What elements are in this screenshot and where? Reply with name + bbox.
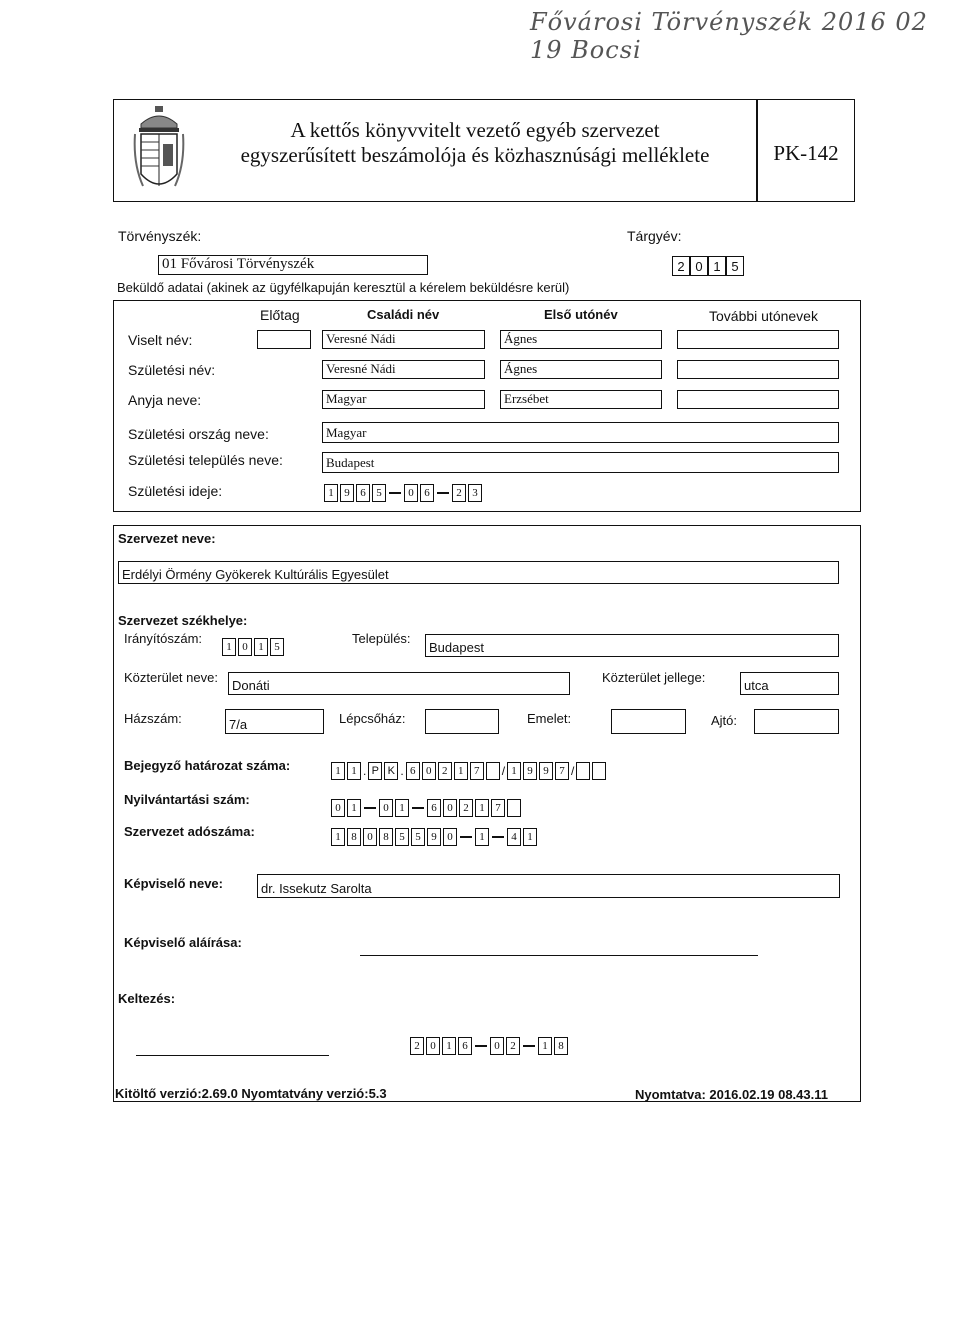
signature-label: Képviselő aláírása: — [124, 935, 242, 950]
zip-cell[interactable]: 0 — [238, 638, 252, 656]
year-digit[interactable]: 1 — [708, 256, 726, 276]
org-name-label: Szervezet neve: — [118, 531, 216, 546]
mother-other-field[interactable] — [677, 390, 839, 409]
reg-cell[interactable]: 7 — [470, 762, 484, 780]
date-cell[interactable]: 3 — [468, 484, 482, 502]
birth-city-label: Születési település neve: — [128, 452, 283, 468]
target-year-label: Tárgyév: — [627, 228, 682, 244]
dash — [412, 807, 424, 809]
zip-label: Irányítószám: — [124, 631, 203, 646]
birth-country-label: Születési ország neve: — [128, 426, 269, 442]
year-digit[interactable]: 0 — [690, 256, 708, 276]
zip-cell[interactable]: 5 — [270, 638, 284, 656]
birth-name-label: Születési név: — [128, 362, 216, 378]
reg-cell[interactable]: 1 — [347, 762, 361, 780]
name-family-field[interactable]: Veresné Nádi — [322, 330, 485, 349]
dash — [523, 1045, 535, 1047]
dash — [475, 1045, 487, 1047]
reg-cell[interactable] — [592, 762, 606, 780]
zip-cell[interactable]: 1 — [222, 638, 236, 656]
stair-field[interactable] — [425, 709, 499, 734]
street-type-field[interactable]: utca — [740, 672, 839, 695]
date-cell[interactable]: 1 — [324, 484, 338, 502]
year-digit[interactable]: 5 — [726, 256, 744, 276]
footer-printed: Nyomtatva: 2016.02.19 08.43.11 — [635, 1087, 828, 1102]
name-label: Viselt név: — [128, 332, 193, 348]
date-cell[interactable]: 1 — [538, 1037, 552, 1055]
date-cell[interactable]: 2 — [506, 1037, 520, 1055]
reg-num-cell[interactable]: 1 — [395, 799, 409, 817]
reg-num-cell[interactable]: 0 — [379, 799, 393, 817]
rep-label: Képviselő neve: — [124, 876, 223, 891]
street-type-label: Közterület jellege: — [602, 670, 706, 685]
date-cell[interactable]: 5 — [372, 484, 386, 502]
court-field[interactable]: 01 Fővárosi Törvényszék — [158, 255, 428, 275]
reg-num-cell[interactable]: 1 — [475, 799, 489, 817]
dash — [389, 492, 401, 494]
date-cells — [410, 1037, 570, 1055]
reg-num-cell[interactable]: 6 — [427, 799, 441, 817]
city-label: Település: — [352, 631, 411, 646]
house-field[interactable]: 7/a — [225, 709, 324, 734]
street-field[interactable]: Donáti — [228, 672, 570, 695]
reg-cell[interactable]: P — [368, 762, 382, 780]
form-code: PK-142 — [773, 141, 839, 165]
reg-number-cells — [331, 799, 523, 817]
court-label: Törvényszék: — [118, 228, 202, 244]
footer-version: Kitöltő verzió:2.69.0 Nyomtatvány verzió:5.3 — [115, 1086, 387, 1101]
reg-cell[interactable]: 2 — [438, 762, 452, 780]
form-title — [190, 118, 760, 168]
door-field[interactable] — [754, 709, 839, 734]
name-first-field[interactable]: Ágnes — [500, 330, 662, 349]
col-prefix: Előtag — [260, 307, 300, 323]
reg-cell[interactable] — [576, 762, 590, 780]
dash — [364, 807, 376, 809]
date-cell[interactable]: 6 — [458, 1037, 472, 1055]
reg-num-cell[interactable] — [507, 799, 521, 817]
date-cell[interactable]: 8 — [554, 1037, 568, 1055]
handwritten-note: Fővárosi Törvényszék 2016 02 19 Bocsi — [530, 8, 928, 64]
reg-cell[interactable]: 6 — [406, 762, 420, 780]
zip-cell[interactable]: 1 — [254, 638, 268, 656]
mother-label: Anyja neve: — [128, 392, 202, 408]
col-first: Első utónév — [544, 307, 618, 322]
tax-cell[interactable]: 5 — [395, 828, 409, 846]
reg-cell[interactable] — [486, 762, 500, 780]
date-cell[interactable]: 0 — [426, 1037, 440, 1055]
birth-name-first-field[interactable]: Ágnes — [500, 360, 662, 379]
coat-of-arms-icon — [133, 104, 185, 198]
rep-field[interactable]: dr. Issekutz Sarolta — [257, 874, 840, 898]
target-year-digits — [672, 256, 744, 276]
tax-cell[interactable]: 8 — [347, 828, 361, 846]
reg-cell[interactable]: 1 — [331, 762, 345, 780]
birth-country-field[interactable]: Magyar — [322, 422, 839, 443]
floor-field[interactable] — [611, 709, 686, 734]
reg-cell[interactable]: 7 — [555, 762, 569, 780]
reg-num-cell[interactable]: 7 — [491, 799, 505, 817]
birth-name-other-field[interactable] — [677, 360, 839, 379]
date-cell[interactable]: 6 — [356, 484, 370, 502]
date-cell[interactable]: 2 — [410, 1037, 424, 1055]
floor-label: Emelet: — [527, 711, 572, 726]
reg-decision-label: Bejegyző határozat száma: — [124, 758, 291, 773]
birth-city-field[interactable]: Budapest — [322, 452, 839, 473]
tax-cell[interactable]: 1 — [331, 828, 345, 846]
reg-num-cell[interactable]: 2 — [459, 799, 473, 817]
tax-cell[interactable]: 9 — [427, 828, 441, 846]
dash — [460, 836, 472, 838]
reg-number-label: Nyilvántartási szám: — [124, 792, 250, 807]
reg-cell[interactable]: 1 — [507, 762, 521, 780]
reg-decision-cells: 1 1 . P K . 6 0 2 1 7 / 1 9 9 7 / — [331, 762, 608, 780]
reg-cell[interactable]: 0 — [422, 762, 436, 780]
tax-cell[interactable]: 0 — [363, 828, 377, 846]
tax-cell[interactable]: 1 — [523, 828, 537, 846]
col-family: Családi név — [367, 307, 440, 322]
city-field[interactable]: Budapest — [425, 634, 839, 657]
tax-cell[interactable]: 1 — [475, 828, 489, 846]
stair-label: Lépcsőház: — [339, 711, 406, 726]
reg-cell[interactable]: 9 — [523, 762, 537, 780]
tax-cell[interactable]: 4 — [507, 828, 521, 846]
tax-label: Szervezet adószáma: — [124, 824, 255, 839]
reg-cell[interactable]: 9 — [539, 762, 553, 780]
date-cell[interactable]: 0 — [490, 1037, 504, 1055]
date-place-line — [136, 1055, 329, 1056]
reg-num-cell[interactable]: 1 — [347, 799, 361, 817]
col-other: További utónevek — [709, 308, 818, 324]
tax-cells — [331, 828, 539, 846]
birth-date-cells — [324, 484, 484, 502]
date-cell[interactable]: 9 — [340, 484, 354, 502]
reg-num-cell[interactable]: 0 — [443, 799, 457, 817]
org-name-field[interactable]: Erdélyi Örmény Gyökerek Kultúrális Egyesület — [118, 561, 839, 584]
sender-heading: Beküldő adatai (akinek az ügyfélkapuján keresztül a kérelem beküldésre kerül) — [117, 280, 570, 295]
date-label: Keltezés: — [118, 991, 176, 1006]
reg-cell[interactable]: 1 — [454, 762, 468, 780]
reg-num-cell[interactable]: 0 — [331, 799, 345, 817]
year-digit[interactable]: 2 — [672, 256, 690, 276]
door-label: Ajtó: — [711, 713, 738, 728]
name-other-field[interactable] — [677, 330, 839, 349]
house-label: Házszám: — [124, 711, 182, 726]
dash — [437, 492, 449, 494]
reg-cell[interactable]: K — [384, 762, 398, 780]
date-cell[interactable]: 2 — [452, 484, 466, 502]
signature-line — [360, 955, 758, 956]
seat-label: Szervezet székhelye: — [118, 613, 248, 628]
tax-cell[interactable]: 8 — [379, 828, 393, 846]
tax-cell[interactable]: 5 — [411, 828, 425, 846]
date-cell[interactable]: 0 — [404, 484, 418, 502]
date-cell[interactable]: 6 — [420, 484, 434, 502]
street-label: Közterület neve: — [124, 670, 218, 685]
name-prefix-field[interactable] — [257, 330, 311, 349]
mother-family-field[interactable]: Magyar — [322, 390, 485, 409]
form-title-line1: A kettős könyvvitelt vezető egyéb szervezet — [290, 118, 660, 142]
tax-cell[interactable]: 0 — [443, 828, 457, 846]
birth-date-label: Születési ideje: — [128, 483, 223, 499]
dash — [492, 836, 504, 838]
birth-name-family-field[interactable]: Veresné Nádi — [322, 360, 485, 379]
mother-first-field[interactable]: Erzsébet — [500, 390, 662, 409]
form-title-line2: egyszerűsített beszámolója és közhasznúsági melléklete — [240, 143, 710, 167]
zip-cells — [222, 638, 286, 656]
date-cell[interactable]: 1 — [442, 1037, 456, 1055]
